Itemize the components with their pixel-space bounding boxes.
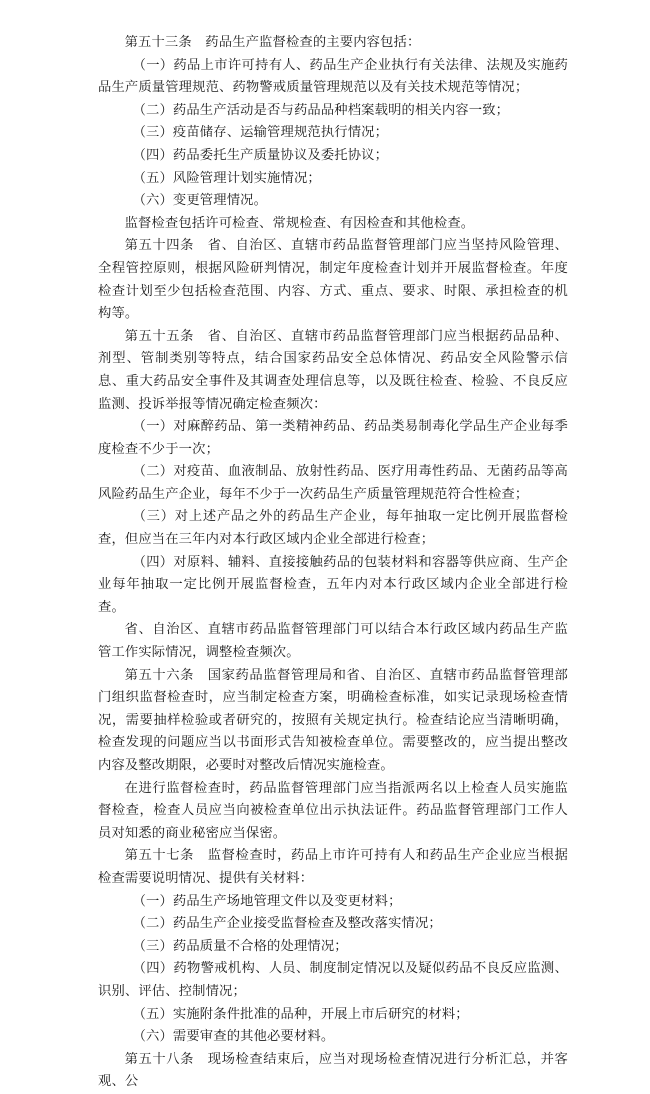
article-55-item-1: （一）对麻醉药品、第一类精神药品、药品类易制毒化学品生产企业每季度检查不少于一次； bbox=[98, 419, 568, 457]
article-53-item-3: （三）疫苗储存、运输管理规范执行情况； bbox=[132, 125, 389, 141]
article-55-paragraph: 第五十五条 省、自治区、直辖市药品监督管理部门应当根据药品品种、剂型、管制类别等特点，结合国家药品安全总体情况、药品安全风险警示信息、重大药品安全事件及其调查处理信息等，以及既往检查、检验、不良反应监测、投诉举报等情况确定检查频次： bbox=[98, 328, 568, 412]
article-54-paragraph: 第五十四条 省、自治区、直辖市药品监督管理部门应当坚持风险管理、全程管控原则，根据风险研判情况，制定年度检查计划并开展监督检查。年度检查计划至少包括检查范围、内容、方式、重点、要求、时限、承担检查的机构等。 bbox=[98, 238, 568, 322]
article-55-item-3: （三）对上述产品之外的药品生产企业，每年抽取一定比例开展监督检查，但应当在三年内对本行政区域内企业全部进行检查； bbox=[98, 509, 568, 548]
article-57-item-3: （三）药品质量不合格的处理情况； bbox=[132, 938, 348, 954]
article-55-item-4: （四）对原料、辅料、直接接触药品的包装材料和容器等供应商、生产企业每年抽取一定比例开展监督检查，五年内对本行政区域内企业全部进行检查。 bbox=[98, 554, 568, 615]
article-53-heading: 第五十三条 药品生产监督检查的主要内容包括： bbox=[124, 35, 421, 50]
article-53-item-4: （四）药品委托生产质量协议及委托协议； bbox=[132, 147, 389, 163]
article-57-item-4: （四）药物警戒机构、人员、制度制定情况以及疑似药品不良反应监测、识别、评估、控制情况； bbox=[98, 961, 568, 999]
article-57-item-6: （六）需要审查的其他必要材料。 bbox=[132, 1029, 335, 1045]
article-53-item-5: （五）风险管理计划实施情况； bbox=[132, 170, 321, 186]
article-53-item-6: （六）变更管理情况。 bbox=[132, 193, 268, 209]
article-56-paragraph: 第五十六条 国家药品监督管理局和省、自治区、直辖市药品监督管理部门组织监督检查时，应当制定检查方案，明确检查标准，如实记录现场检查情况，需要抽样检验或者研究的，按照有关规定执行。检查结论应当清晰明确，检查发现的问题应当以书面形式告知被检查单位。需要整改的，应当提出整改内容及整改期限，必要时对整改后情况实施检查。 bbox=[98, 667, 568, 773]
article-55-item-2: （二）对疫苗、血液制品、放射性药品、医疗用毒性药品、无菌药品等高风险药品生产企业，每年不少于一次药品生产质量管理规范符合性检查； bbox=[98, 464, 568, 502]
article-53-item-2: （二）药品生产活动是否与药品品种档案载明的相关内容一致； bbox=[132, 102, 510, 118]
inspector-confidentiality-paragraph: 在进行监督检查时，药品监督管理部门应当指派两名以上检查人员实施监督检查，检查人员应当向被检查单位出示执法证件。药品监督管理部门工作人员对知悉的商业秘密应当保密。 bbox=[98, 780, 568, 841]
article-57-item-5: （五）实施附条件批准的品种，开展上市后研究的材料； bbox=[132, 1006, 469, 1022]
article-57-paragraph: 第五十七条 监督检查时，药品上市许可持有人和药品生产企业应当根据检查需要说明情况、提供有关材料： bbox=[98, 848, 568, 886]
frequency-adjustment-paragraph: 省、自治区、直辖市药品监督管理部门可以结合本行政区域内药品生产监管工作实际情况，调整检查频次。 bbox=[98, 622, 568, 661]
inspection-types-paragraph: 监督检查包括许可检查、常规检查、有因检查和其他检查。 bbox=[124, 215, 475, 231]
regulation-text bbox=[98, 32, 568, 1094]
article-53-item-1: （一）药品上市许可持有人、药品生产企业执行有关法律、法规及实施药品生产质量管理规范、药物警戒质量管理规范以及有关技术规范等情况； bbox=[98, 57, 568, 96]
article-57-item-2: （二）药品生产企业接受监督检查及整改落实情况； bbox=[132, 916, 442, 932]
article-58-paragraph: 第五十八条 现场检查结束后，应当对现场检查情况进行分析汇总，并客观、公 bbox=[98, 1051, 568, 1090]
article-57-item-1: （一）药品生产场地管理文件以及变更材料； bbox=[132, 893, 402, 909]
